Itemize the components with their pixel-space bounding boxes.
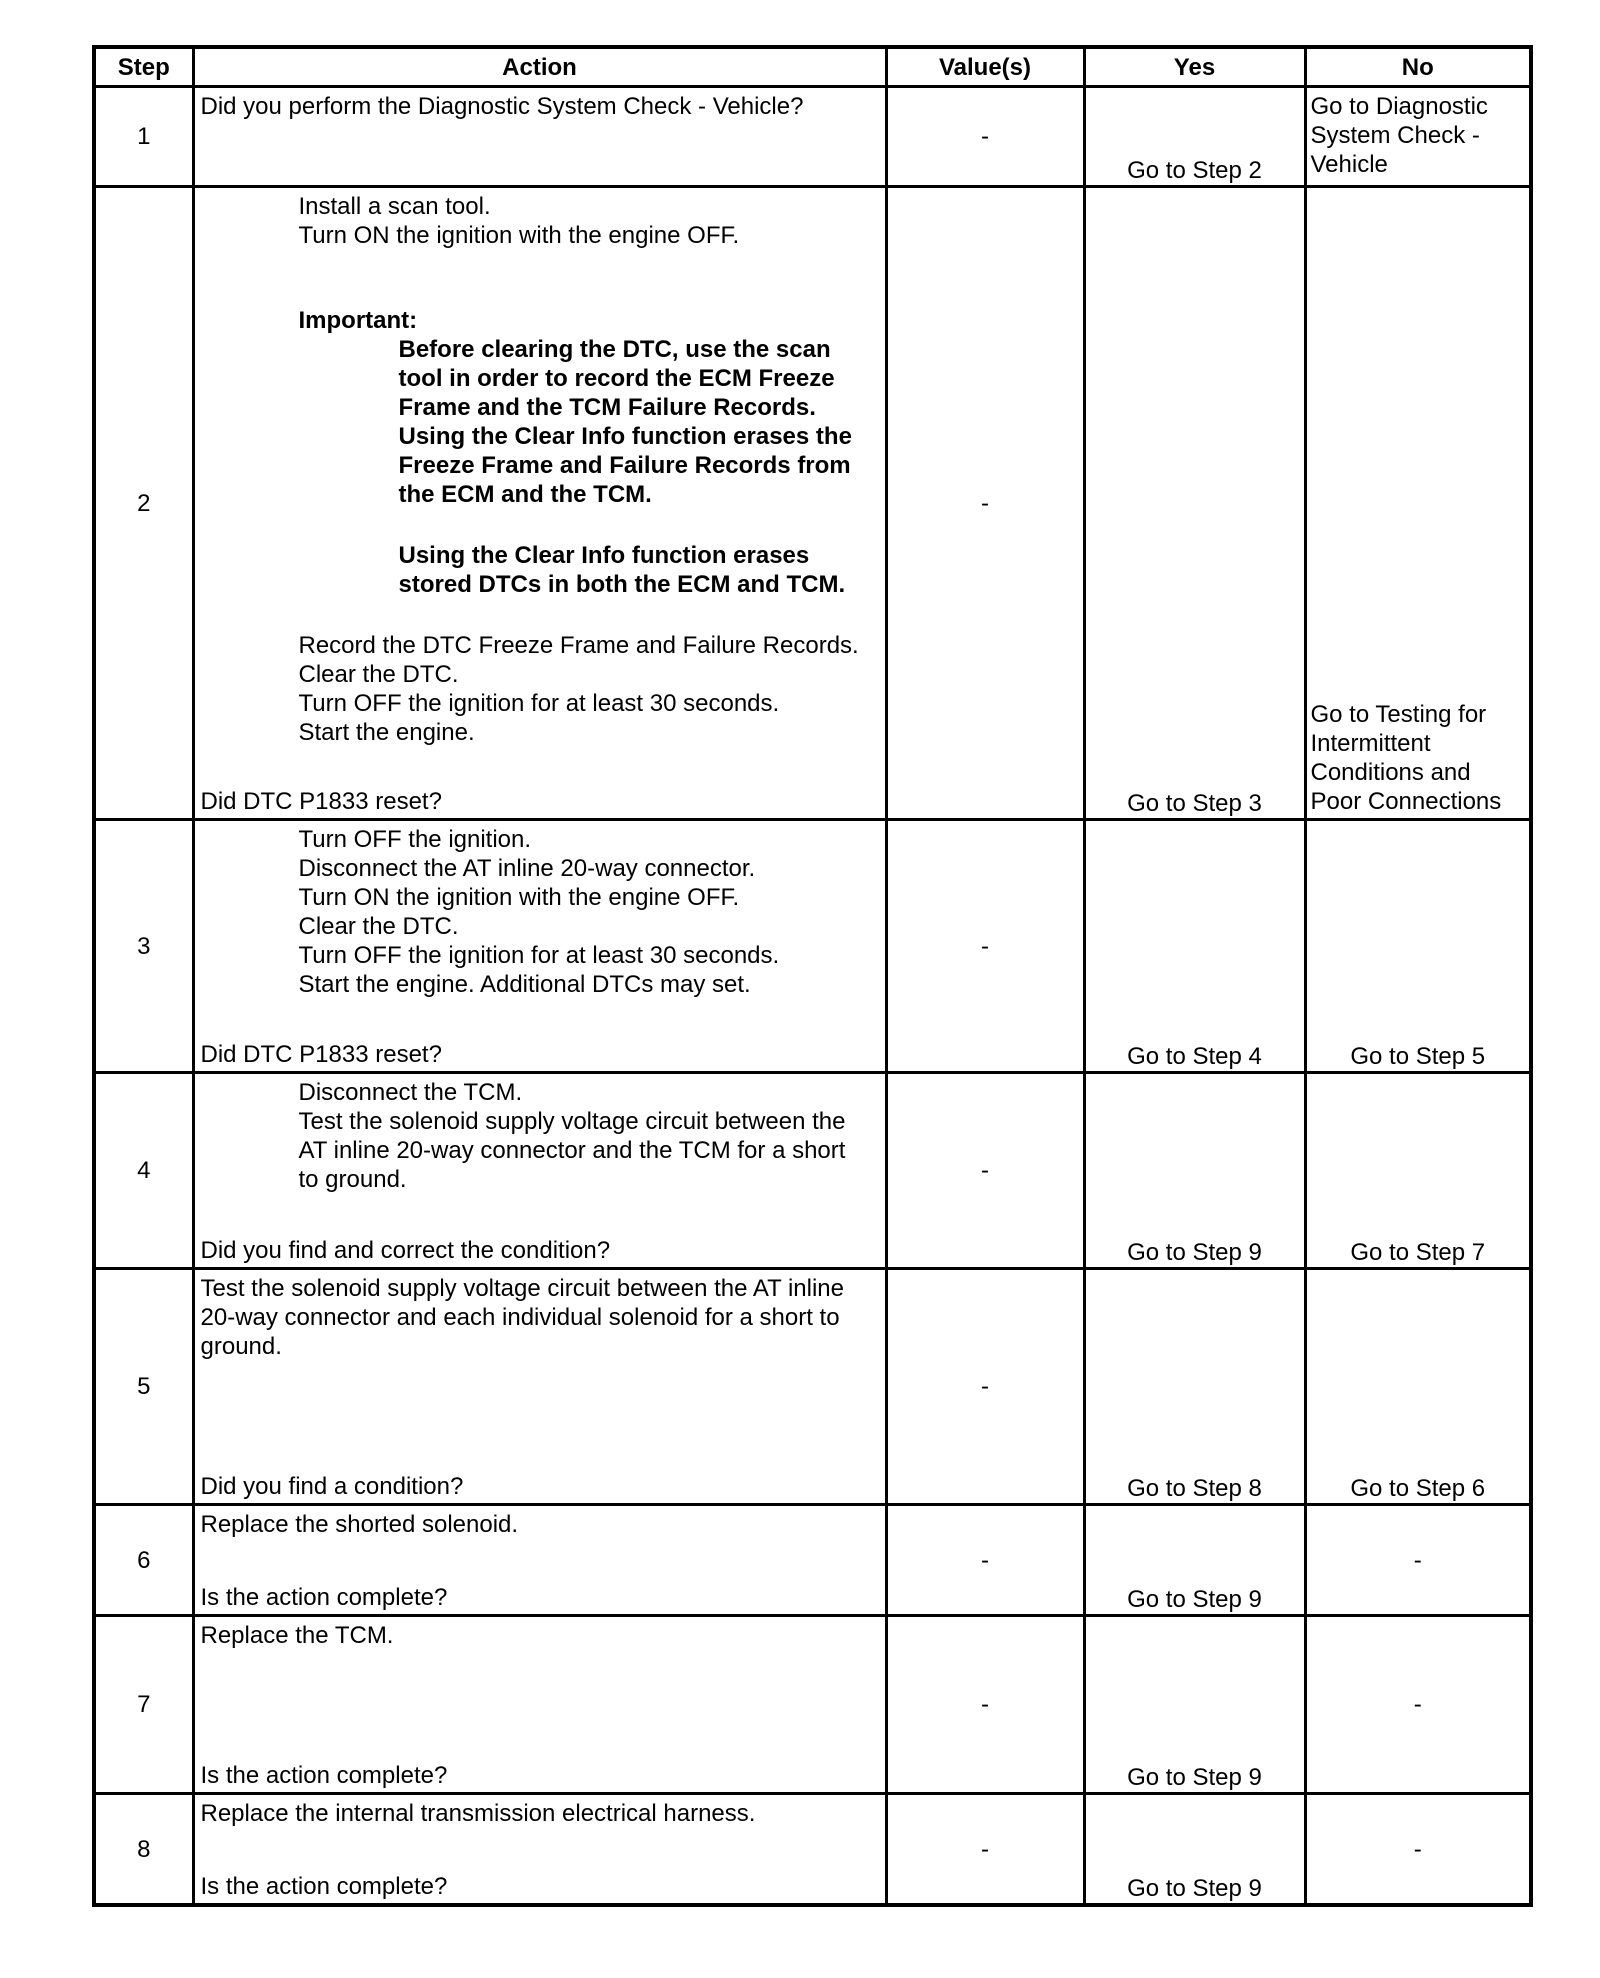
action-line: Start the engine. Additional DTCs may set. xyxy=(298,971,751,998)
no-cell: - xyxy=(1305,1616,1531,1794)
important-line: the ECM and the TCM. xyxy=(398,481,652,508)
table-row-step-3 xyxy=(94,820,1531,1073)
action-line: Turn OFF the ignition for at least 30 seconds. xyxy=(298,690,780,717)
header-yes: Yes xyxy=(1084,47,1305,87)
action-line: Turn OFF the ignition. xyxy=(298,826,532,853)
action-question: Did DTC P1833 reset? xyxy=(200,1041,442,1068)
important-line: Using the Clear Info function erases the xyxy=(398,423,852,450)
yes-cell: Go to Step 2 xyxy=(1084,87,1305,187)
step-number: 5 xyxy=(94,1269,193,1505)
action-line: 20-way connector and each individual solenoid for a short to xyxy=(200,1304,840,1331)
value-cell: - xyxy=(886,1505,1084,1616)
action-line: Disconnect the AT inline 20-way connector. xyxy=(298,855,756,882)
no-line: Vehicle xyxy=(1310,151,1388,178)
table-row-step-5 xyxy=(94,1269,1531,1505)
table-row-step-2 xyxy=(94,187,1531,820)
no-cell: Go to Step 5 xyxy=(1305,820,1531,1073)
step-number: 1 xyxy=(94,87,193,187)
action-line: AT inline 20-way connector and the TCM for a short xyxy=(298,1137,846,1164)
action-line: Clear the DTC. xyxy=(298,661,459,688)
no-cell: Go to Step 7 xyxy=(1305,1073,1531,1269)
action-line: Replace the TCM. xyxy=(200,1622,394,1649)
table-row-step-6 xyxy=(94,1505,1531,1616)
yes-cell: Go to Step 9 xyxy=(1084,1794,1305,1906)
value-cell: - xyxy=(886,1616,1084,1794)
action-line: Record the DTC Freeze Frame and Failure Records. xyxy=(298,632,859,659)
header-action: Action xyxy=(193,47,886,87)
action-cell xyxy=(193,87,886,187)
no-line: Conditions and xyxy=(1310,759,1471,786)
header-step: Step xyxy=(94,47,193,87)
no-line: Poor Connections xyxy=(1310,788,1502,815)
value-cell: - xyxy=(886,87,1084,187)
action-line: Clear the DTC. xyxy=(298,913,459,940)
action-question: Is the action complete? xyxy=(200,1584,448,1611)
action-cell xyxy=(193,1505,886,1616)
no-line: Go to Diagnostic xyxy=(1310,93,1488,120)
action-line: ground. xyxy=(200,1333,282,1360)
action-line: Replace the internal transmission electrical harness. xyxy=(200,1800,756,1827)
no-cell: - xyxy=(1305,1505,1531,1616)
action-line: Turn ON the ignition with the engine OFF. xyxy=(298,222,740,249)
action-line: Turn ON the ignition with the engine OFF. xyxy=(298,884,740,911)
action-line: Start the engine. xyxy=(298,719,475,746)
important-line: Freeze Frame and Failure Records from xyxy=(398,452,851,479)
action-line: Replace the shorted solenoid. xyxy=(200,1511,519,1538)
value-cell: - xyxy=(886,1269,1084,1505)
no-cell: - xyxy=(1305,1794,1531,1906)
value-cell: - xyxy=(886,820,1084,1073)
table-row-step-4 xyxy=(94,1073,1531,1269)
yes-cell: Go to Step 9 xyxy=(1084,1073,1305,1269)
important-line: tool in order to record the ECM Freeze xyxy=(398,365,835,392)
value-cell: - xyxy=(886,1794,1084,1906)
no-cell xyxy=(1305,187,1531,820)
header-row xyxy=(94,47,1531,87)
yes-cell: Go to Step 9 xyxy=(1084,1616,1305,1794)
table-row-step-8 xyxy=(94,1794,1531,1906)
diagnostic-table xyxy=(92,45,1533,1907)
no-cell xyxy=(1305,87,1531,187)
yes-cell: Go to Step 9 xyxy=(1084,1505,1305,1616)
action-question: Is the action complete? xyxy=(200,1762,448,1789)
step-number: 6 xyxy=(94,1505,193,1616)
action-cell xyxy=(193,820,886,1073)
action-line: Test the solenoid supply voltage circuit between the xyxy=(298,1108,846,1135)
header-values: Value(s) xyxy=(886,47,1084,87)
important-line: Before clearing the DTC, use the scan xyxy=(398,336,831,363)
yes-cell: Go to Step 3 xyxy=(1084,187,1305,820)
step-number: 4 xyxy=(94,1073,193,1269)
no-line: Go to Testing for xyxy=(1310,701,1487,728)
action-line: to ground. xyxy=(298,1166,407,1193)
action-line: Install a scan tool. xyxy=(298,193,491,220)
step-number: 7 xyxy=(94,1616,193,1794)
action-line: Disconnect the TCM. xyxy=(298,1079,523,1106)
action-cell xyxy=(193,1269,886,1505)
step-number: 2 xyxy=(94,187,193,820)
no-line: System Check - xyxy=(1310,122,1480,149)
action-question: Did you find and correct the condition? xyxy=(200,1237,611,1264)
action-question: Did DTC P1833 reset? xyxy=(200,788,442,815)
table-row-step-1 xyxy=(94,87,1531,187)
important-line: stored DTCs in both the ECM and TCM. xyxy=(398,571,846,598)
action-cell xyxy=(193,1616,886,1794)
action-question: Is the action complete? xyxy=(200,1873,448,1900)
important-line: Frame and the TCM Failure Records. xyxy=(398,394,816,421)
yes-cell: Go to Step 4 xyxy=(1084,820,1305,1073)
step-number: 8 xyxy=(94,1794,193,1906)
value-cell: - xyxy=(886,187,1084,820)
no-line: Intermittent xyxy=(1310,730,1431,757)
value-cell: - xyxy=(886,1073,1084,1269)
action-line: Test the solenoid supply voltage circuit between the AT inline xyxy=(200,1275,844,1302)
important-label: Important: xyxy=(298,307,418,334)
action-cell xyxy=(193,1073,886,1269)
action-cell xyxy=(193,1794,886,1906)
yes-cell: Go to Step 8 xyxy=(1084,1269,1305,1505)
step-number: 3 xyxy=(94,820,193,1073)
no-cell: Go to Step 6 xyxy=(1305,1269,1531,1505)
action-cell xyxy=(193,187,886,820)
table-row-step-7 xyxy=(94,1616,1531,1794)
action-line: Did you perform the Diagnostic System Check - Vehicle? xyxy=(200,93,804,120)
important-line: Using the Clear Info function erases xyxy=(398,542,810,569)
action-question: Did you find a condition? xyxy=(200,1473,464,1500)
action-line: Turn OFF the ignition for at least 30 seconds. xyxy=(298,942,780,969)
header-no: No xyxy=(1305,47,1531,87)
